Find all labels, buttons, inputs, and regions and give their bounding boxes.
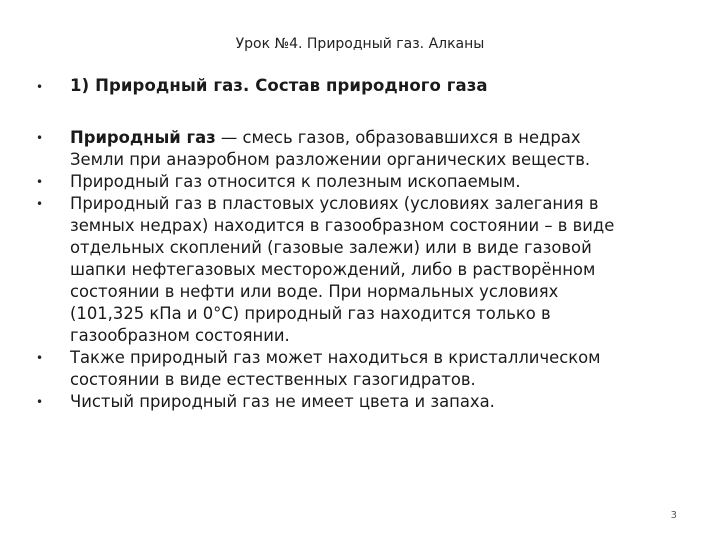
list-item-line: земных недрах) находится в газообразном состоянии – в виде xyxy=(70,216,615,235)
list-item-line: Земли при анаэробном разложении органических веществ. xyxy=(70,150,591,169)
bullet-icon: • xyxy=(36,80,44,94)
list-item-text xyxy=(70,171,670,193)
page-number: 3 xyxy=(670,510,677,521)
list-item xyxy=(0,127,720,171)
list-item xyxy=(0,347,720,391)
line-text: — смесь газов, образовавшихся в недрах xyxy=(215,128,581,147)
list-item-text xyxy=(70,391,670,413)
term-bold: Природный газ xyxy=(70,128,216,147)
bullet-icon: • xyxy=(36,395,44,409)
list-item-line: Природный газ относится к полезным ископаемым. xyxy=(70,172,521,191)
list-item-line: Также природный газ может находиться в кристаллическом xyxy=(70,348,601,367)
list-item-line: газообразном состоянии. xyxy=(70,326,290,345)
list-item-text xyxy=(70,193,670,347)
list-item-line: шапки нефтегазовых месторождений, либо в растворённом xyxy=(70,260,596,279)
list-item-line: Природный газ в пластовых условиях (условиях залегания в xyxy=(70,194,599,213)
bullet-icon: • xyxy=(36,351,44,365)
list-item-line: (101,325 кПа и 0°C) природный газ находится только в xyxy=(70,304,551,323)
list-item-line: Чистый природный газ не имеет цвета и запаха. xyxy=(70,392,495,411)
slide-title: Урок №4. Природный газ. Алканы xyxy=(235,36,485,52)
list-item-text xyxy=(70,347,670,391)
list-item-line: состоянии в нефти или воде. При нормальных условиях xyxy=(70,282,559,301)
list-item-text xyxy=(70,127,670,171)
section-heading: 1) Природный газ. Состав природного газа xyxy=(70,76,488,95)
list-item xyxy=(0,171,720,193)
list-item-line xyxy=(70,127,670,149)
bullet-list xyxy=(0,127,720,413)
bullet-icon: • xyxy=(36,197,44,211)
list-item-line: отдельных скоплений (газовые залежи) или в виде газовой xyxy=(70,238,592,257)
list-item xyxy=(0,193,720,347)
list-item-line: состоянии в виде естественных газогидратов. xyxy=(70,370,476,389)
list-item xyxy=(0,391,720,413)
bullet-icon: • xyxy=(36,131,44,145)
bullet-icon: • xyxy=(36,175,44,189)
